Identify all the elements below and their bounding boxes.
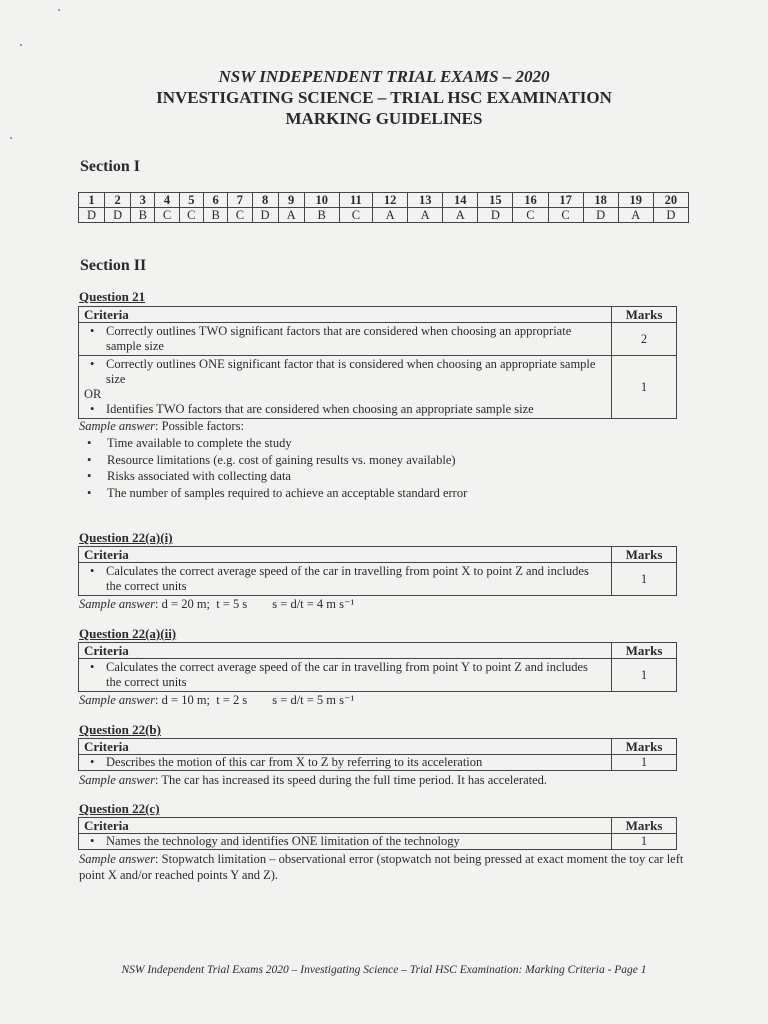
sample-answer-label: Sample answer xyxy=(79,419,156,433)
criteria-text: • Correctly outlines ONE significant factor that is considered when choosing an appropriate sample size xyxy=(84,357,606,387)
mcq-question-number: 14 xyxy=(443,193,478,208)
mcq-answer-table xyxy=(78,192,689,223)
table-header-row xyxy=(79,547,677,563)
question-22c-criteria-table xyxy=(78,817,677,850)
criteria-text: • Correctly outlines TWO significant factors that are considered when choosing an appropriate sample size xyxy=(84,324,606,354)
mcq-question-number: 6 xyxy=(203,193,227,208)
mcq-question-number: 17 xyxy=(548,193,583,208)
scan-speck xyxy=(10,137,12,139)
document-header xyxy=(0,66,768,129)
question-22aii-sample-answer xyxy=(79,692,689,708)
mcq-answer-cell: A xyxy=(443,208,478,223)
exam-subject-title: INVESTIGATING SCIENCE – TRIAL HSC EXAMINATION xyxy=(156,88,612,107)
question-21-sample-answer xyxy=(79,418,689,434)
criteria-or: OR xyxy=(84,387,102,401)
mcq-answer-cell: B xyxy=(304,208,339,223)
mcq-question-number: 12 xyxy=(373,193,408,208)
mcq-answer-cell: D xyxy=(478,208,513,223)
mcq-question-number: 8 xyxy=(252,193,278,208)
criteria-marks: 1 xyxy=(612,755,677,771)
mcq-answer-cell: A xyxy=(408,208,443,223)
criteria-marks: 1 xyxy=(612,834,677,850)
question-21-factor-list xyxy=(87,435,467,501)
mcq-question-number: 16 xyxy=(513,193,548,208)
criteria-header: Criteria xyxy=(79,739,612,755)
question-22b-title: Question 22(b) xyxy=(79,722,161,737)
criteria-header: Criteria xyxy=(79,547,612,563)
mcq-number-row xyxy=(79,193,689,208)
sample-answer-text: : d = 10 m; t = 2 s s = d/t = 5 m s⁻¹ xyxy=(155,693,355,707)
mcq-answer-cell: D xyxy=(653,208,688,223)
criteria-marks: 1 xyxy=(612,563,677,596)
sample-answer-label: Sample answer xyxy=(79,693,156,707)
mcq-question-number: 1 xyxy=(79,193,105,208)
marks-header: Marks xyxy=(612,643,677,659)
mcq-question-number: 5 xyxy=(179,193,203,208)
question-22ai-sample-answer xyxy=(79,596,689,612)
sample-answer-label: Sample answer xyxy=(79,773,156,787)
criteria-header: Criteria xyxy=(79,307,612,323)
question-22aii-title: Question 22(a)(ii) xyxy=(79,626,177,641)
question-22ai-title: Question 22(a)(i) xyxy=(79,530,173,545)
question-22b-sample-answer xyxy=(79,772,689,788)
criteria-row xyxy=(79,563,677,596)
table-header-row xyxy=(79,739,677,755)
mcq-question-number: 4 xyxy=(155,193,179,208)
exam-series-title: NSW INDEPENDENT TRIAL EXAMS – 2020 xyxy=(218,67,550,86)
mcq-answer-cell: B xyxy=(203,208,227,223)
sample-answer-text: : The car has increased its speed during the full time period. It has accelerated. xyxy=(155,773,548,787)
document-title: MARKING GUIDELINES xyxy=(285,109,483,128)
scan-speck xyxy=(58,9,60,11)
section-2-heading: Section II xyxy=(80,257,147,274)
mcq-answer-cell: C xyxy=(513,208,548,223)
criteria-header: Criteria xyxy=(79,818,612,834)
mcq-question-number: 2 xyxy=(105,193,131,208)
criteria-row xyxy=(79,356,677,419)
mcq-answer-cell: D xyxy=(583,208,618,223)
question-22aii-criteria-table xyxy=(78,642,677,692)
mcq-answer-cell: C xyxy=(339,208,372,223)
criteria-text: • Describes the motion of this car from X to Z by referring to its acceleration xyxy=(84,755,606,770)
criteria-row xyxy=(79,659,677,692)
question-21-title: Question 21 xyxy=(79,289,146,304)
table-header-row xyxy=(79,643,677,659)
scan-speck xyxy=(20,44,22,46)
marks-header: Marks xyxy=(612,307,677,323)
mcq-question-number: 13 xyxy=(408,193,443,208)
mcq-answer-cell: C xyxy=(155,208,179,223)
mcq-question-number: 9 xyxy=(278,193,304,208)
criteria-text: • Names the technology and identifies ONE limitation of the technology xyxy=(84,834,606,849)
criteria-marks: 1 xyxy=(612,356,677,419)
mcq-answer-row xyxy=(79,208,689,223)
criteria-text-alt: • Identifies TWO factors that are considered when choosing an appropriate sample size xyxy=(84,402,606,417)
sample-answer-text: : d = 20 m; t = 5 s s = d/t = 4 m s⁻¹ xyxy=(155,597,355,611)
mcq-question-number: 19 xyxy=(618,193,653,208)
criteria-row xyxy=(79,755,677,771)
list-item: • Risks associated with collecting data xyxy=(87,468,467,485)
criteria-text: • Calculates the correct average speed of the car in travelling from point Y to point Z and includes the correct units xyxy=(84,660,606,690)
sample-answer-label: Sample answer xyxy=(79,597,156,611)
mcq-answer-cell: C xyxy=(228,208,252,223)
mcq-question-number: 11 xyxy=(339,193,372,208)
marks-header: Marks xyxy=(612,739,677,755)
sample-answer-text: : Possible factors: xyxy=(155,419,244,433)
mcq-answer-cell: D xyxy=(79,208,105,223)
section-1-heading: Section I xyxy=(80,158,140,175)
mcq-answer-cell: C xyxy=(548,208,583,223)
list-item: • The number of samples required to achieve an acceptable standard error xyxy=(87,485,467,502)
mcq-question-number: 18 xyxy=(583,193,618,208)
sample-answer-text: : Stopwatch limitation – observational error (stopwatch not being pressed at exact moment the toy car left point X and/or reached points Y and Z). xyxy=(79,852,684,882)
mcq-answer-cell: D xyxy=(252,208,278,223)
list-item: • Resource limitations (e.g. cost of gaining results vs. money available) xyxy=(87,452,467,469)
page-footer: NSW Independent Trial Exams 2020 – Investigating Science – Trial HSC Examination: Marking Criteria - Page 1 xyxy=(121,964,647,976)
mcq-answer-cell: A xyxy=(618,208,653,223)
marks-header: Marks xyxy=(612,818,677,834)
table-header-row xyxy=(79,307,677,323)
criteria-text: • Calculates the correct average speed of the car in travelling from point X to point Z and includes the correct units xyxy=(84,564,606,594)
question-21-criteria-table xyxy=(78,306,677,419)
criteria-marks: 2 xyxy=(612,323,677,356)
sample-answer-label: Sample answer xyxy=(79,852,156,866)
question-22ai-criteria-table xyxy=(78,546,677,596)
criteria-row xyxy=(79,834,677,850)
question-22c-title: Question 22(c) xyxy=(79,801,160,816)
mcq-answer-cell: D xyxy=(105,208,131,223)
question-22c-sample-answer xyxy=(79,851,689,883)
question-22b-criteria-table xyxy=(78,738,677,771)
criteria-marks: 1 xyxy=(612,659,677,692)
mcq-answer-cell: C xyxy=(179,208,203,223)
marks-header: Marks xyxy=(612,547,677,563)
mcq-question-number: 15 xyxy=(478,193,513,208)
mcq-question-number: 10 xyxy=(304,193,339,208)
criteria-header: Criteria xyxy=(79,643,612,659)
mcq-question-number: 3 xyxy=(131,193,155,208)
criteria-row xyxy=(79,323,677,356)
list-item: • Time available to complete the study xyxy=(87,435,467,452)
table-header-row xyxy=(79,818,677,834)
mcq-answer-cell: B xyxy=(131,208,155,223)
mcq-question-number: 20 xyxy=(653,193,688,208)
mcq-answer-cell: A xyxy=(373,208,408,223)
mcq-question-number: 7 xyxy=(228,193,252,208)
mcq-answer-cell: A xyxy=(278,208,304,223)
